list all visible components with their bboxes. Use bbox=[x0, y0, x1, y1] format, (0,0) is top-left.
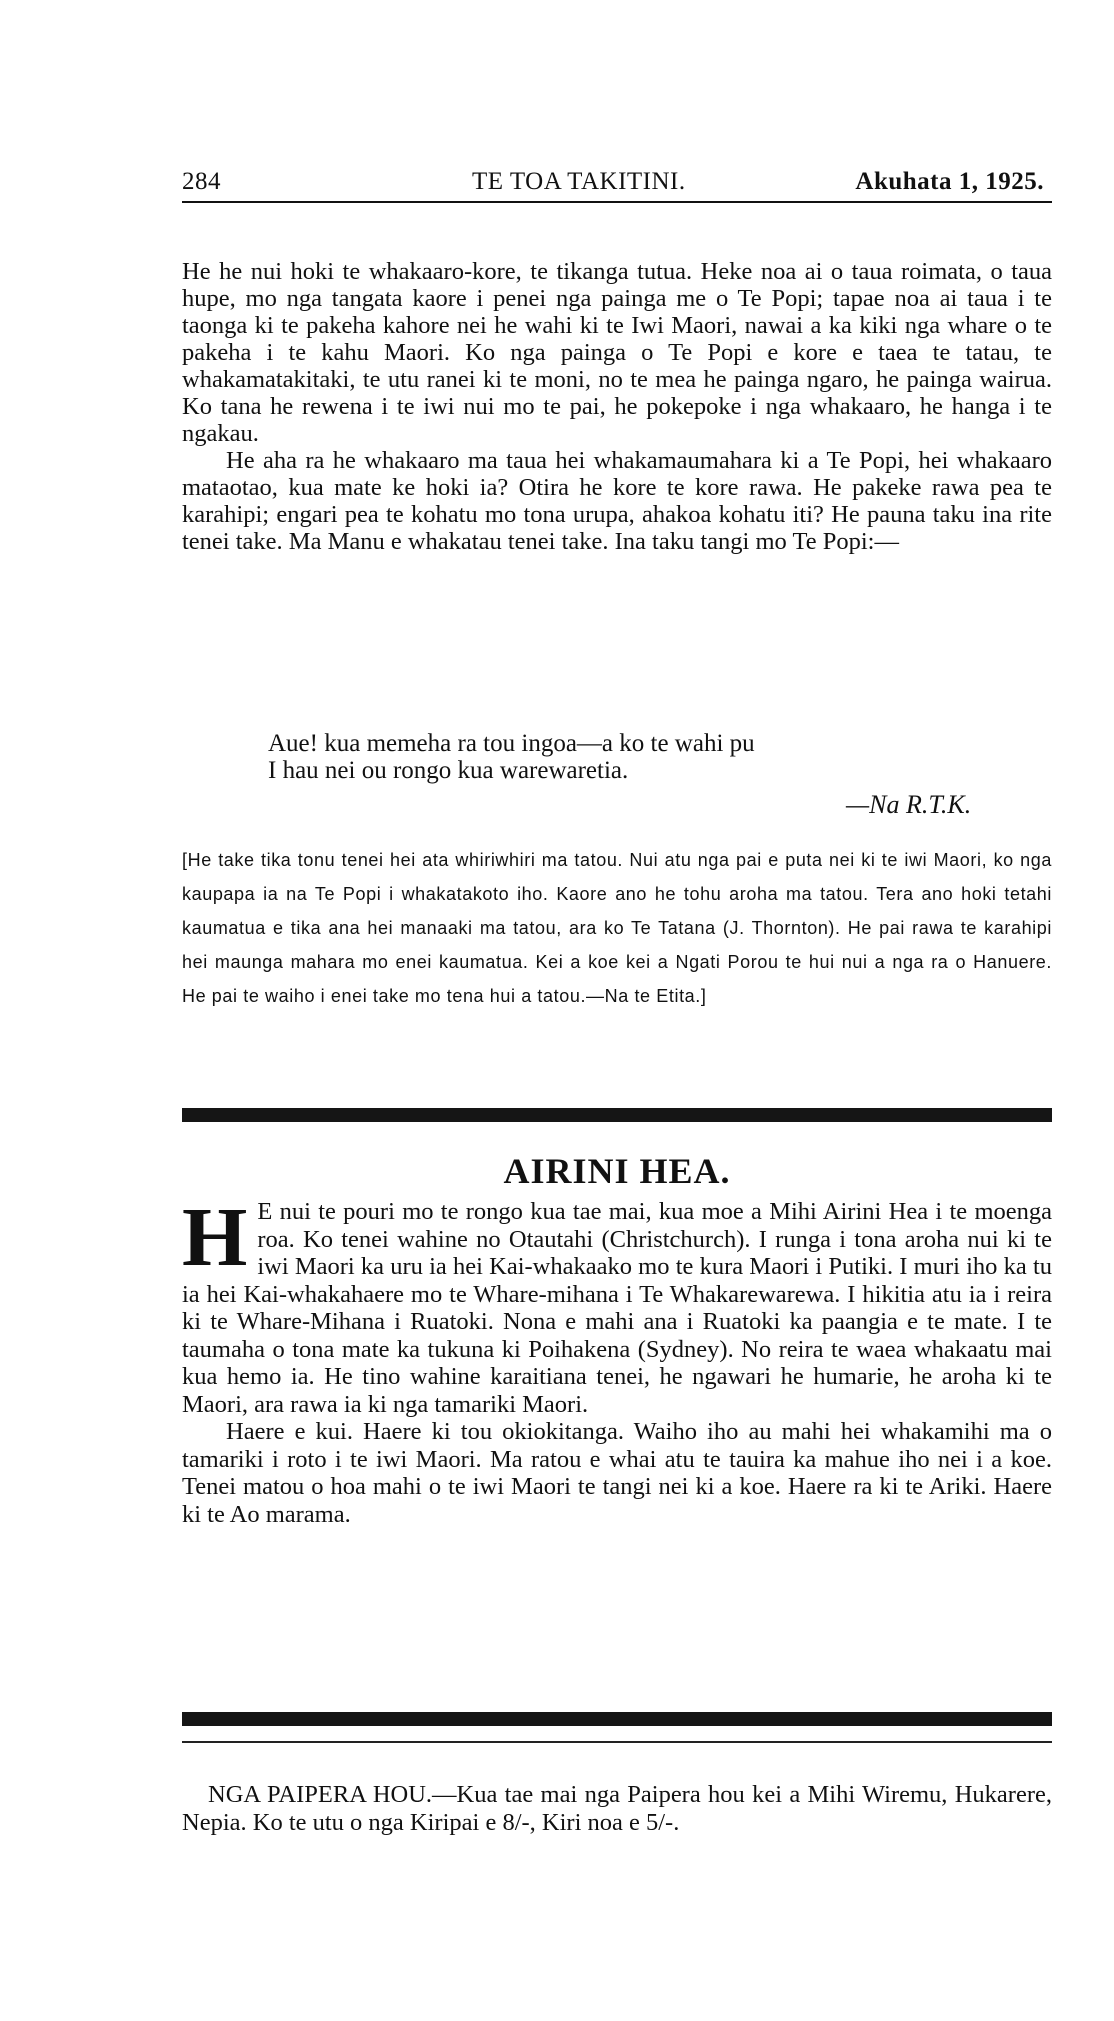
notice-lead: NGA PAIPERA HOU. bbox=[208, 1781, 433, 1808]
obituary-paragraph-2: Haere e kui. Haere ki tou okiokitanga. Waiho iho au mahi hei whakamihi ma o tamariki i roto i te iwi Maori. Ma ratou e whai atu te tauira ka mahue iho nei i a koe. Tenei matou o hoa mahi o te iwi Maori te tangi nei ki a koe. Haere ra ki te Ariki. Haere ki te Ao marama. bbox=[182, 1418, 1052, 1528]
article-paragraph-1: He he nui hoki te whakaaro-kore, te tikanga tutua. Heke noa ai o taua roimata, o taua hupe, mo nga tangata kaore i penei nga painga me o Te Popi; tapae noa ai taua i te taonga ki te pakeha kahore nei he wahi ki te Iwi Maori, nawai a ka kiki nga whare o te pakeha i te kahu Maori. Ko nga painga o Te Popi e kore e taea te tatau, te whakamatakitaki, te utu ranei ki te moni, no te mea he painga ngaro, he painga wairua. Ko tana he rewena i te iwi nui mo te pai, he pokepoke i nga whakaaro, he hanga i te ngakau. bbox=[182, 258, 1052, 447]
verse bbox=[268, 730, 968, 784]
verse-line-1: Aue! kua memeha ra tou ingoa—a ko te wahi pu bbox=[268, 730, 755, 757]
obituary-paragraph-1-text: E nui te pouri mo te rongo kua tae mai, kua moe a Mihi Airini Hea i te moenga roa. Ko tenei wahine no Otautahi (Christchurch). I runga i tona aroha nui ki te iwi Maori ka uru ia hei Kai-whakaako mo te kura Maori i Putiki. I muri iho ka tu ia hei Kai-whakahaere mo te Whare-mihana i Te Whakarewarewa. I hikitia atu ia i reira ki te Whare-Mihana i Ruatoki. Nona e mahi ana i Ruatoki ka paangia e te mate. I te taumaha o tona mate ka tukuna ki Poihakena (Sydney). No reira te waea whakaatu mai kua hemo ia. He tino wahine karaitiana tenei, he ngawari he humarie, he aroha ki te Maori, ara rawa ia ki nga tamariki Maori. bbox=[182, 1198, 1052, 1418]
obituary-heading: AIRINI HEA. bbox=[503, 1151, 731, 1191]
article-paragraph-2: He aha ra he whakaaro ma taua hei whakamaumahara ki a Te Popi, hei whakaaro mataotao, kua mate ke hoki ia? Otira he kore te kore rawa. He pakeke rawa pea te karahipi; engari pea te kohatu mo tona urupa, ahakoa kohatu iti? He pauna taku ina rite tenei take. Ma Manu e whakatau tenei take. Ina taku tangi mo Te Popi:— bbox=[182, 447, 1052, 555]
page-number: 284 bbox=[182, 168, 221, 195]
article-body bbox=[182, 258, 1052, 555]
notice-text: —Kua tae mai nga Paipera hou kei a Mihi Wiremu, Hukarere, Nepia. Ko te utu o nga Kiripai e 8/-, Kiri noa e 5/-. bbox=[182, 1781, 1052, 1836]
notice bbox=[182, 1781, 1052, 1836]
drop-cap: H bbox=[182, 1191, 248, 1284]
running-head bbox=[182, 168, 1052, 202]
issue-date: Akuhata 1, 1925. bbox=[855, 168, 1044, 195]
obituary-paragraph-1 bbox=[182, 1191, 1052, 1418]
journal-title: TE TOA TAKITINI. bbox=[472, 168, 686, 195]
thin-divider bbox=[182, 1741, 1052, 1743]
verse-line-2: I hau nei ou rongo kua warewaretia. bbox=[268, 757, 629, 784]
article-signature: —Na R.T.K. bbox=[846, 790, 972, 819]
obituary-body bbox=[182, 1191, 1052, 1528]
section-divider bbox=[182, 1108, 1052, 1122]
section-divider bbox=[182, 1712, 1052, 1726]
editor-note: [He take tika tonu tenei hei ata whiriwhiri ma tatou. Nui atu nga pai e puta nei ki te iwi Maori, ko nga kaupapa ia na Te Popi i whakatakoto iho. Kaore ano he tohu aroha ma tatou. Tera ano hoki tetahi kaumatua e tika ana hei manaaki ma tatou, ara ko Te Tatana (J. Thornton). He pai rawa te karahipi hei maunga mahara mo enei kaumatua. Kei a koe kei a Ngati Porou te hui nui a nga ra o Hanuere. He pai te waiho i enei take mo tena hui a tatou.—Na te Etita.] bbox=[182, 850, 1052, 1006]
header-rule bbox=[182, 201, 1052, 203]
